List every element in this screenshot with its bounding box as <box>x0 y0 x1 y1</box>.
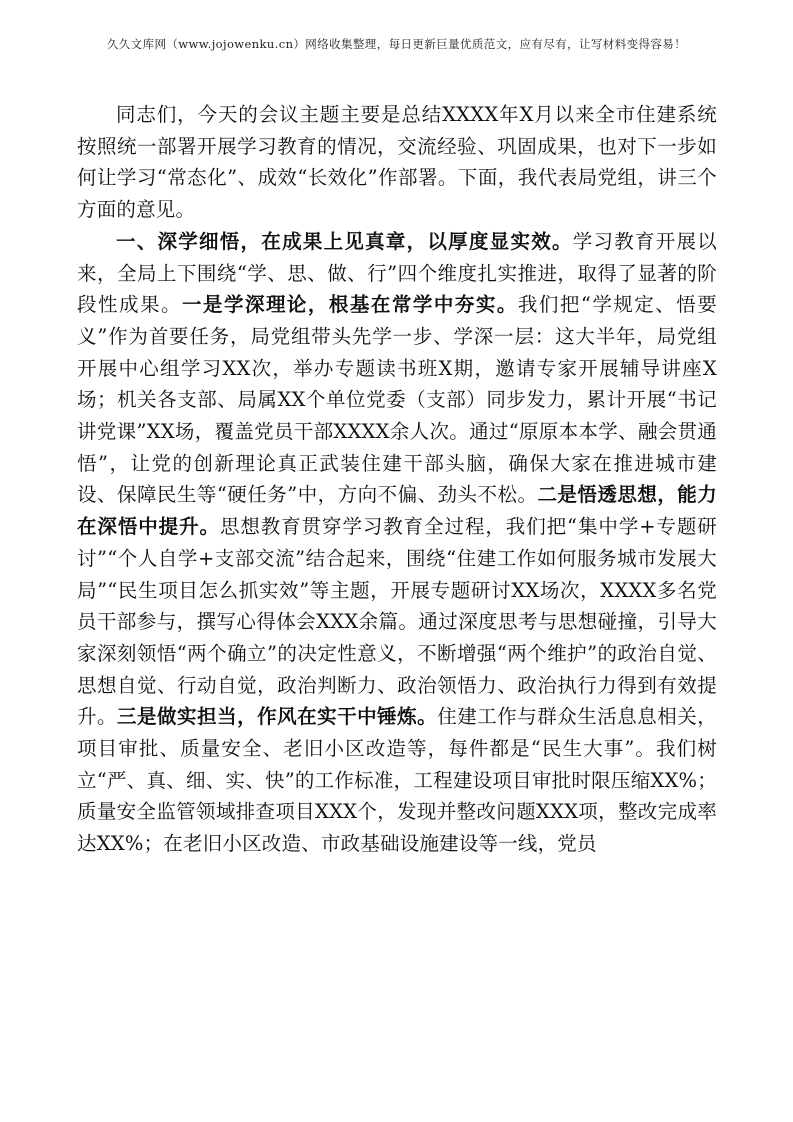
point-3-text: 住建工作与群众生活息息相关，项目审批、质量安全、老旧小区改造等，每件都是“民生大事”。我们树立“严、真、细、实、快”的工作标准，工程建设项目审批时限压缩XX%；质量安全监管领域排查项目XXX个，发现并整改问题XXX项，整改完成率达XX%；在老旧小区改造、市政基础设施建设等一线，党员 <box>77 705 718 856</box>
section-1-heading: 一、深学细悟，在成果上见真章，以厚度显实效。 <box>116 229 573 253</box>
point-2-heading: 二是悟透思想，能力在深悟中提升。 <box>77 483 717 539</box>
point-3-heading: 三是做实担当，作风在实干中锤炼。 <box>117 705 438 729</box>
point-1-text: 我们把“学规定、悟要义”作为首要任务，局党组带头先学一步、学深一层：这大半年，局党组开展中心组学习XX次，举办专题读书班X期，邀请专家开展辅导讲座X场；机关各支部、局属XX个单位党委（支部）同步发力，累计开展“书记讲党课”XX场，覆盖党员干部XXXX余人次。通过“原原本本学、融会贯通悟”，让党的创新理论真正武装住建干部头脑，确保大家在推进城市建设、保障民生等“硬任务”中，方向不偏、劲头不松。 <box>77 293 717 507</box>
point-1-heading: 一是学深理论，根基在常学中夯实。 <box>181 293 518 317</box>
section-1-intro-text: 学习教育开展以来，全局上下围绕“学、思、做、行”四个维度扎实推进，取得了显著的阶段性成果。 <box>77 229 717 317</box>
section-1-paragraph <box>77 226 717 860</box>
document-body <box>77 99 717 860</box>
intro-paragraph: 同志们，今天的会议主题主要是总结XXXX年X月以来全市住建系统按照统一部署开展学习教育的情况，交流经验、巩固成果，也对下一步如何让学习“常态化”、成效“长效化”作部署。下面，我代表局党组，讲三个方面的意见。 <box>77 103 717 222</box>
point-2-text: 思想教育贯穿学习教育全过程，我们把“集中学+专题研讨”“个人自学+支部交流”结合起来，围绕“住建工作如何服务城市发展大局”“民生项目怎么抓实效”等主题，开展专题研讨XX场次，XXXX多名党员干部参与，撰写心得体会XXX余篇。通过深度思考与思想碰撞，引导大家深刻领悟“两个确立”的决定性意义，不断增强“两个维护”的政治自觉、思想自觉、行动自觉，政治判断力、政治领悟力、政治执行力得到有效提升。 <box>77 515 717 729</box>
page-header-watermark: 久久文库网（www.jojowenku.cn）网络收集整理，每日更新巨量优质范文，应有尽有，让写材料变得容易！ <box>106 37 687 51</box>
